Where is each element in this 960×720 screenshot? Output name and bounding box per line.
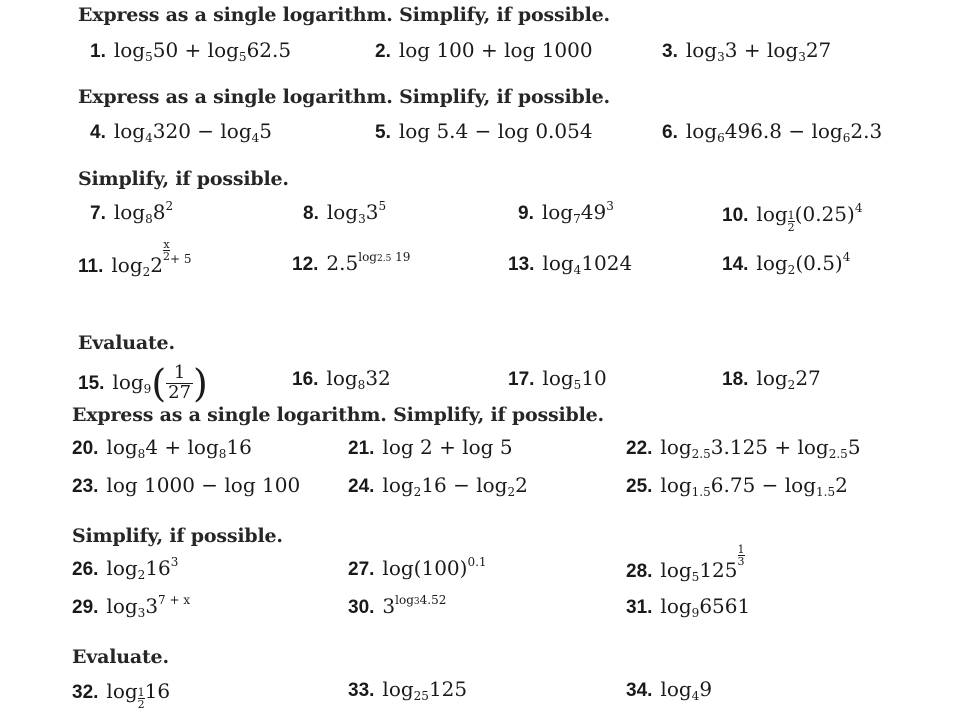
problem-22 <box>626 435 861 461</box>
expr-part: 8 <box>152 200 166 224</box>
expr-part: 3 <box>382 594 396 618</box>
expr-base: 5 <box>691 570 700 584</box>
expr-base: 3 <box>358 212 366 226</box>
expr-part: log(100) <box>382 556 468 580</box>
expr-part: log 100 + log 1000 <box>398 38 593 62</box>
expr-part: 27 <box>795 366 821 390</box>
expr-part: 16 <box>226 435 252 459</box>
problem-33 <box>348 677 467 703</box>
expr-part: log <box>542 251 574 275</box>
problem-number: 5. <box>375 122 391 143</box>
expr-base: 3 <box>717 50 725 64</box>
problem-number: 29. <box>72 597 99 618</box>
problem-26 <box>72 556 178 582</box>
problem-number: 13. <box>508 254 535 275</box>
expr-exponent: log <box>358 250 377 264</box>
problem-10 <box>722 200 863 234</box>
problem-number: 20. <box>72 438 99 459</box>
section-heading-5: Express as a single logarithm. Simplify, if possible. <box>72 404 604 426</box>
problem-11 <box>78 238 192 279</box>
section-heading-4: Evaluate. <box>78 332 175 354</box>
expr-base: 2 <box>137 568 146 582</box>
problem-number: 11. <box>78 256 104 277</box>
expr-exponent: 3 <box>170 555 179 569</box>
section-heading-2: Express as a single logarithm. Simplify, if possible. <box>78 86 610 108</box>
expr-part: log <box>113 38 146 62</box>
expr-base: 8 <box>145 212 153 226</box>
problem-27 <box>348 556 487 582</box>
problem-16 <box>292 366 391 392</box>
problem-18 <box>722 366 821 392</box>
problem-34 <box>626 677 712 703</box>
problem-28 <box>626 543 745 584</box>
expr-part: 320 − log <box>152 119 252 143</box>
expr-base: 5 <box>573 378 582 392</box>
expr-base: 8 <box>357 378 366 392</box>
problem-number: 28. <box>626 561 653 582</box>
section-heading-6: Simplify, if possible. <box>72 525 283 547</box>
expr-exponent: 4 <box>842 250 851 264</box>
expr-base: 4 <box>145 131 153 145</box>
problem-number: 32. <box>72 682 99 703</box>
expr-part: 16 <box>145 556 171 580</box>
expr-exponent: 7 + x <box>158 593 191 607</box>
problem-number: 9. <box>518 203 534 224</box>
expr-base: 1.5 <box>816 485 836 499</box>
expr-part: log <box>106 679 138 703</box>
expr-exponent-fraction <box>738 544 745 567</box>
expr-part: 6561 <box>699 594 751 618</box>
expr-base: 2 <box>787 263 796 277</box>
expr-part: (0.25) <box>794 202 855 226</box>
fraction-denominator: 3 <box>737 555 745 568</box>
expr-part: 32 <box>365 366 391 390</box>
expr-part: log <box>382 677 414 701</box>
problem-7 <box>90 200 173 226</box>
section-heading-3: Simplify, if possible. <box>78 168 289 190</box>
expr-part: 16 − log <box>421 473 508 497</box>
expr-exponent-fraction <box>163 239 170 262</box>
problem-2 <box>375 38 593 64</box>
expr-base-fraction <box>788 210 795 233</box>
fraction-numerator: x <box>163 238 170 251</box>
expr-part: 9 <box>699 677 713 701</box>
fraction-numerator: 1 <box>737 543 745 556</box>
fraction-denominator: 2 <box>137 698 145 711</box>
problem-number: 31. <box>626 597 653 618</box>
expr-part: log <box>756 366 788 390</box>
expr-fraction <box>166 364 193 403</box>
expr-part: log 2 + log 5 <box>382 435 513 459</box>
problem-12 <box>292 251 410 277</box>
expr-base: 9 <box>143 382 152 396</box>
problem-number: 34. <box>626 680 653 701</box>
expr-exponent: 3 <box>606 199 614 213</box>
expr-part: log <box>382 473 414 497</box>
expr-part: log <box>756 202 788 226</box>
problem-number: 30. <box>348 597 375 618</box>
expr-part: log <box>660 677 692 701</box>
expr-base: 8 <box>137 447 146 461</box>
expr-base: 2.5 <box>828 447 848 461</box>
problem-20 <box>72 435 252 461</box>
expr-base: 2 <box>142 265 151 279</box>
expr-base: 2.5 <box>691 447 711 461</box>
expr-part: 3 <box>145 594 159 618</box>
expr-exponent: log <box>395 593 414 607</box>
expr-base: 2 <box>787 378 796 392</box>
expr-base: 6 <box>717 131 725 145</box>
problem-4 <box>90 119 272 145</box>
fraction-denominator: 27 <box>168 382 192 403</box>
expr-part: 2.5 <box>326 251 359 275</box>
expr-base: 3 <box>798 50 806 64</box>
fraction-numerator: 1 <box>787 209 795 222</box>
expr-base: 25 <box>413 689 429 703</box>
expr-part: log <box>685 38 718 62</box>
problem-6 <box>662 119 882 145</box>
expr-part: 2 <box>150 253 163 277</box>
expr-part: log <box>113 200 146 224</box>
problem-number: 17. <box>508 369 535 390</box>
problem-9 <box>518 200 614 226</box>
expr-base: 9 <box>691 606 700 620</box>
expr-base: 4 <box>251 131 260 145</box>
problem-31 <box>626 594 750 620</box>
problem-number: 23. <box>72 476 99 497</box>
expr-part: 6.75 − log <box>710 473 817 497</box>
expr-part: log <box>112 370 144 394</box>
problem-number: 26. <box>72 559 99 580</box>
problem-number: 12. <box>292 254 319 275</box>
problem-number: 16. <box>292 369 319 390</box>
expr-base: 4 <box>573 263 582 277</box>
expr-part: 125 <box>428 677 468 701</box>
expr-part: 3.125 + log <box>710 435 829 459</box>
expr-part: log <box>326 200 359 224</box>
expr-part: log <box>660 473 692 497</box>
expr-part: log <box>542 366 574 390</box>
expr-part: log <box>111 253 143 277</box>
expr-part: log <box>106 594 138 618</box>
expr-part: 16 <box>144 679 171 703</box>
problem-17 <box>508 366 607 392</box>
expr-part: 1024 <box>581 251 633 275</box>
problem-8 <box>303 200 386 226</box>
problem-23 <box>72 473 300 499</box>
expr-part: log <box>326 366 358 390</box>
expr-base: 5 <box>238 50 247 64</box>
fraction-denominator: 2 <box>163 250 170 263</box>
expr-part: 49 <box>580 200 607 224</box>
expr-exponent: + 5 <box>170 252 192 266</box>
expr-part: log <box>541 200 574 224</box>
expr-part: 3 <box>365 200 379 224</box>
expr-exponent: 4.52 <box>419 593 447 607</box>
problem-24 <box>348 473 528 499</box>
expr-base: 7 <box>573 212 581 226</box>
problem-3 <box>662 38 831 64</box>
expr-base: 2.5 <box>376 254 392 264</box>
expr-base: 2 <box>507 485 516 499</box>
problem-number: 1. <box>90 41 106 62</box>
expr-exponent: 0.1 <box>467 555 487 569</box>
expr-part: 62.5 <box>246 38 292 62</box>
problem-29 <box>72 594 190 620</box>
expr-part: log <box>660 594 692 618</box>
left-paren: ( <box>151 361 167 406</box>
expr-base: 8 <box>218 447 227 461</box>
problem-number: 33. <box>348 680 375 701</box>
problem-number: 27. <box>348 559 375 580</box>
problem-21 <box>348 435 513 461</box>
fraction-denominator: 2 <box>787 221 795 234</box>
problem-13 <box>508 251 632 277</box>
problem-number: 21. <box>348 438 375 459</box>
problem-number: 3. <box>662 41 678 62</box>
expr-part: 496.8 − log <box>724 119 843 143</box>
problem-number: 14. <box>722 254 749 275</box>
expr-part: log <box>756 251 788 275</box>
expr-part: 4 + log <box>145 435 219 459</box>
problem-number: 2. <box>375 41 391 62</box>
expr-exponent: 2 <box>165 199 174 213</box>
expr-part: 50 + log <box>152 38 239 62</box>
problem-30 <box>348 594 446 620</box>
expr-exponent: 4 <box>854 201 863 215</box>
expr-base: 3 <box>137 606 146 620</box>
fraction-numerator: 1 <box>166 364 193 384</box>
expr-part: log <box>106 435 138 459</box>
problem-number: 10. <box>722 205 749 226</box>
problem-number: 18. <box>722 369 749 390</box>
expr-part: log <box>660 435 692 459</box>
expr-exponent: 19 <box>391 250 411 264</box>
problem-number: 22. <box>626 438 653 459</box>
problem-5 <box>375 119 593 145</box>
expr-base-fraction <box>138 687 145 710</box>
problem-1 <box>90 38 291 64</box>
expr-part: 125 <box>699 558 738 582</box>
section-heading-1: Express as a single logarithm. Simplify, if possible. <box>78 4 610 26</box>
expr-base: 3 <box>413 597 420 607</box>
problem-number: 15. <box>78 373 105 394</box>
section-heading-7: Evaluate. <box>72 646 169 668</box>
problem-32 <box>72 677 171 711</box>
problem-25 <box>626 473 848 499</box>
problem-number: 25. <box>626 476 653 497</box>
expr-part: 2 <box>835 473 848 497</box>
expr-part: log 5.4 − log 0.054 <box>398 119 593 143</box>
problem-14 <box>722 251 850 277</box>
expr-part: log <box>106 556 138 580</box>
expr-part: 2 <box>515 473 528 497</box>
expr-exponent: 5 <box>378 199 387 213</box>
expr-part: 2.3 <box>850 119 883 143</box>
problem-number: 7. <box>90 203 106 224</box>
expr-part: log <box>685 119 718 143</box>
expr-base: 1.5 <box>691 485 711 499</box>
expr-part: log 1000 − log 100 <box>106 473 301 497</box>
problem-15 <box>78 360 208 404</box>
expr-part: 27 <box>805 38 832 62</box>
expr-base: 4 <box>691 689 700 703</box>
problem-number: 4. <box>90 122 106 143</box>
expr-part: (0.5) <box>795 251 843 275</box>
expr-part: 10 <box>581 366 607 390</box>
expr-base: 6 <box>842 131 851 145</box>
expr-base: 5 <box>145 50 153 64</box>
problem-number: 6. <box>662 122 678 143</box>
problem-number: 24. <box>348 476 375 497</box>
expr-part: 3 + log <box>724 38 799 62</box>
fraction-numerator: 1 <box>137 686 145 699</box>
problem-number: 8. <box>303 203 319 224</box>
expr-part: log <box>660 558 692 582</box>
expr-base: 2 <box>413 485 422 499</box>
right-paren: ) <box>193 361 208 406</box>
expr-part: 5 <box>847 435 861 459</box>
expr-part: log <box>113 119 146 143</box>
expr-part: 5 <box>259 119 273 143</box>
